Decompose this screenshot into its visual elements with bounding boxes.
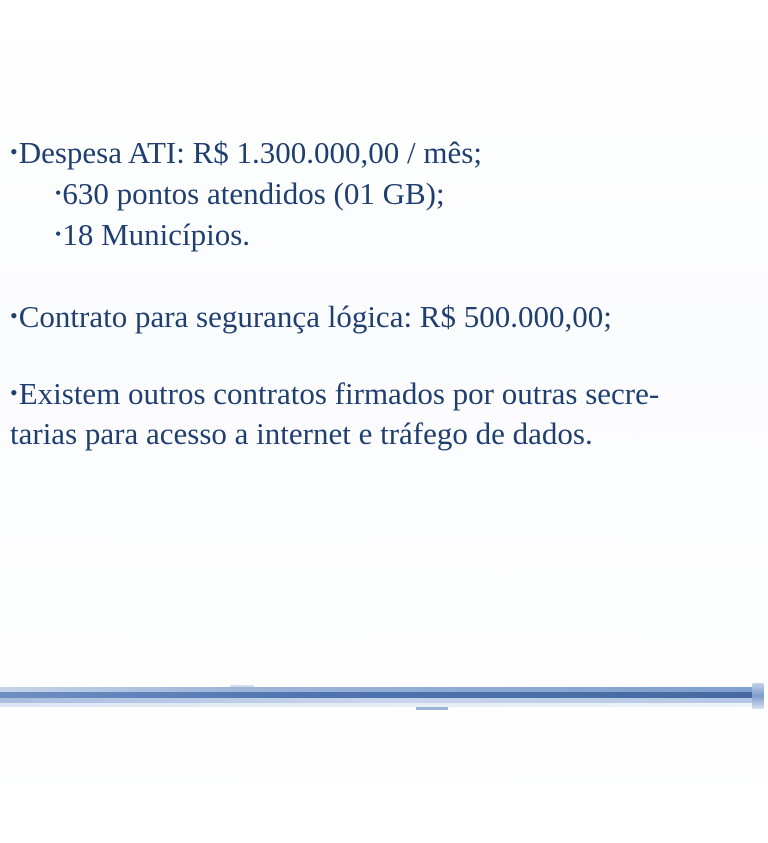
- spacer: [10, 337, 750, 373]
- bullet-icon: •: [55, 224, 62, 244]
- footer-rule-accent: [416, 707, 448, 710]
- footer-rule-band: [0, 703, 764, 707]
- bullet-text: tarias para acesso a internet e tráfego de dados.: [10, 416, 593, 451]
- bullet-item-other-contracts-continuation: [10, 414, 750, 454]
- bullet-text: Existem outros contratos firmados por outras secre-: [18, 376, 660, 411]
- bullet-text: Contrato para segurança lógica: R$ 500.000,00;: [18, 299, 612, 334]
- bullet-item-ati-expense: [10, 132, 750, 173]
- bullet-item-security-contract: [10, 296, 750, 337]
- footer-rule-endcap: [752, 683, 764, 709]
- sub-bullet-item-municipalities: [10, 214, 750, 255]
- bullet-icon: •: [55, 183, 62, 203]
- sub-bullet-item-points: [10, 173, 750, 214]
- bullet-text: 630 pontos atendidos (01 GB);: [62, 176, 445, 211]
- spacer: [10, 255, 750, 296]
- bullet-icon: •: [10, 139, 18, 164]
- bullet-icon: •: [10, 380, 18, 405]
- bullet-icon: •: [10, 303, 18, 328]
- footer-rule: [0, 687, 764, 709]
- bullet-text: 18 Municípios.: [62, 217, 251, 252]
- bullet-list: [10, 132, 750, 454]
- footer-rule-accent: [230, 685, 254, 687]
- bullet-text: Despesa ATI: R$ 1.300.000,00 / mês;: [18, 135, 482, 170]
- bullet-item-other-contracts: [10, 373, 750, 414]
